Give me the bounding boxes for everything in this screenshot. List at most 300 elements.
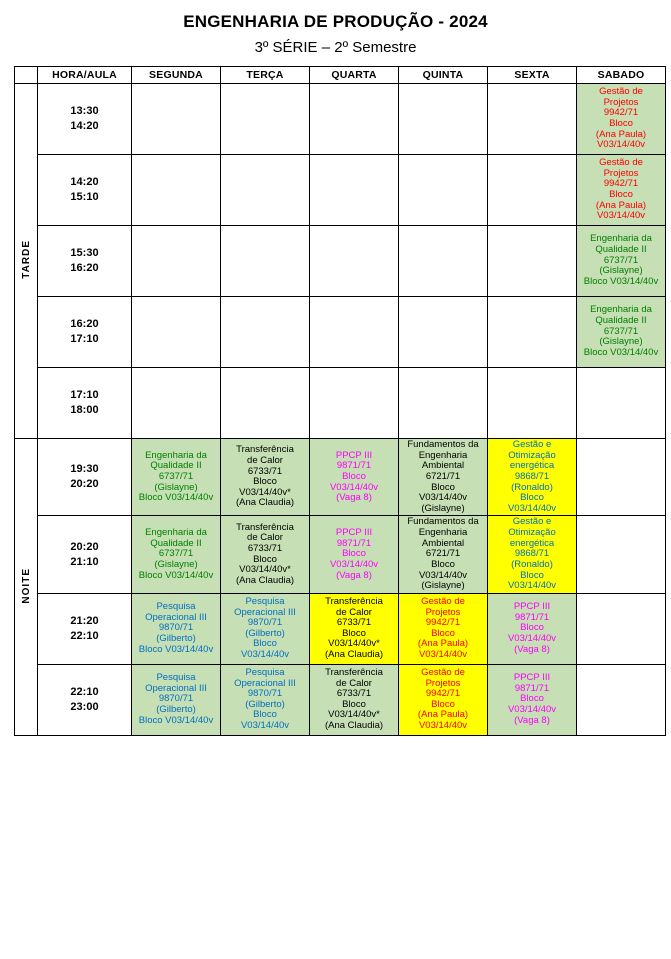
- class-cell-line: 6737/71: [158, 548, 194, 560]
- class-cell-line: Bloco: [342, 470, 366, 482]
- class-cell[interactable]: [399, 439, 488, 516]
- class-cell-line: Operacional III: [145, 611, 207, 623]
- class-cell-content: [310, 439, 398, 515]
- class-cell-line: (Ana Claudia): [324, 720, 384, 731]
- shift-label-text: TARDE: [20, 240, 32, 279]
- class-cell-line: de Calor: [247, 532, 283, 544]
- hour-end: 15:10: [70, 191, 99, 203]
- class-cell-line: (Gislayne): [599, 265, 643, 277]
- class-cell-content: [488, 368, 576, 438]
- class-cell-content: [399, 516, 487, 592]
- hour-start: 22:10: [70, 685, 99, 698]
- class-cell-line: Operacional III: [234, 677, 296, 689]
- class-cell-line: V03/14/40v: [507, 502, 557, 514]
- class-cell-line: Fundamentos da: [407, 516, 479, 528]
- hour-start: 15:30: [70, 247, 99, 260]
- class-cell-line: V03/14/40v: [596, 139, 646, 151]
- class-cell-line: (Gilberto): [156, 633, 196, 645]
- class-cell-content: [488, 155, 576, 225]
- class-cell-line: Bloco: [253, 638, 277, 650]
- class-cell-line: de Calor: [336, 606, 372, 618]
- class-cell[interactable]: [310, 439, 399, 516]
- class-cell[interactable]: [577, 155, 666, 226]
- class-cell-line: V03/14/40v: [418, 492, 468, 504]
- class-cell-line: Gestão de: [421, 666, 465, 678]
- class-cell[interactable]: [399, 226, 488, 297]
- hour-cell: [38, 664, 132, 735]
- class-cell[interactable]: [488, 439, 577, 516]
- table-row: [15, 155, 666, 226]
- class-cell-line: (Gislayne): [421, 502, 465, 514]
- class-cell-line: (Ana Paula): [595, 128, 647, 140]
- class-cell-content: [132, 84, 220, 154]
- class-cell-line: V03/14/40v: [240, 649, 290, 660]
- class-cell-line: Bloco: [431, 481, 455, 493]
- class-cell-content: [221, 594, 309, 664]
- class-cell[interactable]: [577, 593, 666, 664]
- class-cell-line: Projetos: [603, 167, 639, 179]
- hour-start: 13:30: [70, 105, 99, 118]
- class-cell-line: V03/14/40v: [418, 569, 468, 581]
- class-cell-line: V03/14/40v*: [239, 564, 291, 576]
- schedule-table: [14, 66, 666, 736]
- class-cell[interactable]: [399, 516, 488, 593]
- class-cell-line: Bloco: [431, 698, 455, 710]
- class-cell[interactable]: [310, 226, 399, 297]
- class-cell-line: Pesquisa: [245, 666, 285, 678]
- class-cell[interactable]: [577, 297, 666, 368]
- class-cell[interactable]: [488, 516, 577, 593]
- class-cell-content: [221, 155, 309, 225]
- class-cell[interactable]: [132, 664, 221, 735]
- column-header-sexta: SEXTA: [488, 67, 577, 84]
- class-cell-line: (Gilberto): [156, 704, 196, 716]
- class-cell[interactable]: [399, 593, 488, 664]
- class-cell-line: (Ana Claudia): [235, 574, 295, 586]
- class-cell-line: (Vaga 8): [336, 492, 372, 504]
- class-cell-line: Projetos: [425, 677, 461, 689]
- class-cell-line: 9868/71: [514, 470, 550, 482]
- class-cell-line: energética: [509, 537, 555, 549]
- class-cell[interactable]: [132, 84, 221, 155]
- class-cell-content: [221, 665, 309, 735]
- class-cell-line: Bloco: [253, 553, 277, 565]
- class-cell-line: Transferência: [325, 595, 383, 607]
- class-cell-line: Engenharia: [418, 449, 468, 461]
- class-cell-content: [399, 594, 487, 664]
- class-cell-line: (Gilberto): [245, 627, 285, 639]
- shift-header: [15, 67, 38, 84]
- class-cell-line: 9868/71: [514, 548, 550, 560]
- column-header-terca: TERÇA: [221, 67, 310, 84]
- class-cell[interactable]: [310, 84, 399, 155]
- class-cell-line: (Ana Claudia): [324, 649, 384, 660]
- class-cell-line: PPCP III: [513, 672, 551, 684]
- hour-end: 16:20: [70, 262, 99, 274]
- class-cell-line: Bloco V03/14/40v: [583, 346, 659, 358]
- class-cell-content: [221, 84, 309, 154]
- class-cell-content: [132, 516, 220, 592]
- class-cell-line: 6733/71: [336, 688, 372, 700]
- class-cell-line: Bloco: [431, 627, 455, 639]
- class-cell-line: Projetos: [425, 606, 461, 618]
- class-cell-line: Operacional III: [145, 682, 207, 694]
- hour-end: 23:00: [70, 700, 99, 713]
- class-cell-line: Ambiental: [421, 537, 465, 549]
- table-row: [15, 368, 666, 439]
- class-cell-line: de Calor: [336, 677, 372, 689]
- class-cell-line: Bloco: [342, 627, 366, 639]
- class-cell-content: [310, 84, 398, 154]
- table-header-row: [15, 67, 666, 84]
- class-cell-line: Projetos: [603, 96, 639, 108]
- class-cell-content: [399, 665, 487, 735]
- table-row: [15, 516, 666, 593]
- class-cell[interactable]: [310, 155, 399, 226]
- class-cell-line: (Ronaldo): [511, 558, 553, 570]
- class-cell-content: [488, 226, 576, 296]
- class-cell-content: [132, 368, 220, 438]
- class-cell-line: V03/14/40v*: [328, 709, 380, 721]
- table-body: [15, 84, 666, 736]
- class-cell-content: [310, 226, 398, 296]
- page-subtitle: 3º SÉRIE – 2º Semestre: [254, 39, 417, 56]
- class-cell-line: Bloco V03/14/40v: [138, 643, 214, 655]
- class-cell[interactable]: [399, 664, 488, 735]
- class-cell-content: [488, 439, 576, 515]
- class-cell-line: 9942/71: [603, 178, 639, 190]
- class-cell-content: [488, 516, 576, 592]
- hour-cell: [38, 593, 132, 664]
- class-cell[interactable]: [488, 664, 577, 735]
- class-cell-line: V03/14/40v: [240, 720, 290, 731]
- class-cell-line: Engenharia da: [145, 449, 207, 461]
- hour-cell: [38, 84, 132, 155]
- shift-label-tarde: [15, 84, 38, 439]
- class-cell[interactable]: [488, 84, 577, 155]
- class-cell-content: [577, 84, 665, 154]
- hour-cell: [38, 226, 132, 297]
- class-cell-line: Bloco V03/14/40v: [138, 492, 214, 504]
- hour-start: 19:30: [70, 463, 99, 476]
- class-cell-line: Transferência: [236, 444, 294, 456]
- class-cell[interactable]: [577, 439, 666, 516]
- table-row: [15, 226, 666, 297]
- class-cell-line: de Calor: [247, 454, 283, 466]
- class-cell[interactable]: [488, 226, 577, 297]
- table-row: [15, 664, 666, 735]
- class-cell-line: 9871/71: [514, 682, 550, 694]
- class-cell-line: 6733/71: [336, 617, 372, 629]
- class-cell-line: Qualidade II: [595, 244, 647, 256]
- class-cell-content: [577, 439, 665, 515]
- shift-label-text: NOITE: [20, 567, 32, 604]
- class-cell-content: [488, 665, 576, 735]
- class-cell-line: V03/14/40v: [507, 704, 557, 716]
- hour-end: 17:10: [70, 333, 99, 345]
- class-cell[interactable]: [310, 593, 399, 664]
- class-cell-content: [399, 439, 487, 515]
- class-cell-line: Bloco: [342, 698, 366, 710]
- hour-end: 20:20: [70, 478, 99, 491]
- class-cell-line: 6733/71: [247, 542, 283, 554]
- class-cell-content: [221, 226, 309, 296]
- class-cell[interactable]: [310, 664, 399, 735]
- class-cell[interactable]: [221, 155, 310, 226]
- class-cell[interactable]: [577, 516, 666, 593]
- class-cell[interactable]: [221, 439, 310, 516]
- class-cell-content: [488, 594, 576, 664]
- class-cell-line: Engenharia da: [590, 233, 652, 245]
- class-cell-line: (Gislayne): [421, 580, 465, 592]
- class-cell-line: Bloco V03/14/40v: [138, 714, 214, 726]
- class-cell[interactable]: [221, 84, 310, 155]
- class-cell-line: Gestão de: [599, 157, 643, 169]
- class-cell-content: [310, 297, 398, 367]
- class-cell[interactable]: [221, 664, 310, 735]
- class-cell-line: Bloco: [520, 492, 544, 504]
- class-cell-line: 9870/71: [158, 693, 194, 705]
- class-cell-line: Pesquisa: [156, 601, 196, 613]
- class-cell[interactable]: [132, 155, 221, 226]
- class-cell-line: (Ana Paula): [595, 199, 647, 211]
- class-cell-content: [577, 516, 665, 592]
- class-cell-line: PPCP III: [335, 527, 373, 538]
- hour-end: 14:20: [70, 120, 99, 132]
- class-cell[interactable]: [221, 368, 310, 439]
- class-cell[interactable]: [399, 84, 488, 155]
- class-cell[interactable]: [488, 593, 577, 664]
- class-cell-content: [132, 226, 220, 296]
- class-cell-line: Bloco: [520, 622, 544, 634]
- class-cell-line: Qualidade II: [150, 460, 202, 472]
- class-cell-line: Engenharia da: [590, 304, 652, 316]
- class-cell[interactable]: [132, 439, 221, 516]
- hour-end: 18:00: [70, 404, 99, 416]
- class-cell-line: Otimização: [508, 527, 556, 538]
- class-cell-content: [132, 297, 220, 367]
- hour-start: 17:10: [70, 389, 99, 402]
- table-row: [15, 593, 666, 664]
- class-cell-line: energética: [509, 460, 555, 472]
- class-cell-line: Pesquisa: [156, 672, 196, 684]
- class-cell-line: 9871/71: [336, 537, 372, 549]
- class-cell-line: (Ronaldo): [511, 481, 553, 493]
- hour-start: 21:20: [70, 614, 99, 627]
- class-cell-line: 9871/71: [336, 460, 372, 472]
- class-cell-line: Bloco: [520, 569, 544, 581]
- class-cell-line: 6737/71: [603, 254, 639, 266]
- class-cell-line: (Gilberto): [245, 698, 285, 710]
- page-title: ENGENHARIA DE PRODUÇÃO - 2024: [183, 12, 488, 31]
- class-cell[interactable]: [221, 297, 310, 368]
- class-cell-line: (Gislayne): [599, 336, 643, 348]
- class-cell-line: (Vaga 8): [514, 714, 550, 726]
- class-cell-content: [577, 226, 665, 296]
- class-cell-line: Fundamentos da: [407, 439, 479, 450]
- class-cell-content: [221, 368, 309, 438]
- class-cell-line: Gestão de: [421, 595, 465, 607]
- class-cell-line: 6737/71: [603, 325, 639, 337]
- class-cell-line: Qualidade II: [150, 537, 202, 549]
- class-cell[interactable]: [132, 593, 221, 664]
- class-cell[interactable]: [577, 84, 666, 155]
- class-cell-line: 9870/71: [158, 622, 194, 634]
- class-cell-line: (Ana Paula): [417, 709, 469, 721]
- hour-start: 20:20: [70, 540, 99, 553]
- class-cell-line: Bloco: [253, 476, 277, 488]
- class-cell-line: V03/14/40v: [507, 580, 557, 592]
- class-cell-line: Bloco: [609, 189, 633, 200]
- column-header-sabado: SABADO: [577, 67, 666, 84]
- class-cell-line: 9871/71: [514, 611, 550, 623]
- class-cell-content: [310, 594, 398, 664]
- class-cell-line: Bloco: [609, 118, 633, 129]
- class-cell-line: Otimização: [508, 449, 556, 461]
- class-cell-content: [132, 594, 220, 664]
- class-cell-line: 9942/71: [425, 688, 461, 700]
- class-cell-content: [577, 155, 665, 225]
- class-cell-line: Engenharia: [418, 527, 468, 538]
- class-cell-content: [221, 297, 309, 367]
- class-cell-line: V03/14/40v*: [328, 638, 380, 650]
- class-cell-line: Bloco: [431, 558, 455, 570]
- class-cell-line: 9942/71: [425, 617, 461, 629]
- class-cell-line: Transferência: [236, 521, 294, 533]
- class-cell-line: Gestão e: [512, 439, 552, 450]
- class-cell-line: 6737/71: [158, 470, 194, 482]
- class-cell-content: [399, 155, 487, 225]
- class-cell-line: V03/14/40v: [596, 210, 646, 222]
- class-cell[interactable]: [132, 368, 221, 439]
- class-cell[interactable]: [132, 297, 221, 368]
- table-head: [15, 67, 666, 84]
- table-row: [15, 297, 666, 368]
- hour-end: 21:10: [70, 555, 99, 568]
- class-cell-line: Qualidade II: [595, 315, 647, 327]
- class-cell-content: [132, 155, 220, 225]
- class-cell[interactable]: [221, 226, 310, 297]
- class-cell-line: PPCP III: [335, 449, 373, 461]
- class-cell-content: [310, 516, 398, 592]
- shift-label-noite: [15, 439, 38, 736]
- class-cell-line: (Gislayne): [154, 558, 198, 570]
- class-cell-content: [310, 368, 398, 438]
- class-cell-content: [399, 297, 487, 367]
- column-header-hora: HORA/AULA: [38, 67, 132, 84]
- class-cell[interactable]: [132, 226, 221, 297]
- class-cell-line: V03/14/40v: [418, 720, 468, 731]
- class-cell[interactable]: [310, 297, 399, 368]
- class-cell-line: 9870/71: [247, 617, 283, 629]
- schedule-page: [0, 12, 671, 959]
- class-cell-line: Bloco: [253, 709, 277, 721]
- hour-cell: [38, 516, 132, 593]
- column-header-quarta: QUARTA: [310, 67, 399, 84]
- class-cell-content: [310, 665, 398, 735]
- class-cell-line: 6733/71: [247, 465, 283, 477]
- class-cell-line: PPCP III: [513, 601, 551, 613]
- class-cell-line: V03/14/40v: [329, 558, 379, 570]
- class-cell-content: [577, 368, 665, 438]
- class-cell-content: [488, 297, 576, 367]
- class-cell-content: [577, 297, 665, 367]
- column-header-quinta: QUINTA: [399, 67, 488, 84]
- class-cell-content: [310, 155, 398, 225]
- class-cell-content: [577, 594, 665, 664]
- class-cell-line: Bloco V03/14/40v: [138, 569, 214, 581]
- class-cell-line: V03/14/40v: [329, 481, 379, 493]
- class-cell-content: [399, 226, 487, 296]
- class-cell-line: (Ana Claudia): [235, 497, 295, 509]
- class-cell[interactable]: [399, 368, 488, 439]
- class-cell-line: 9870/71: [247, 688, 283, 700]
- class-cell-line: Engenharia da: [145, 527, 207, 538]
- class-cell-content: [132, 439, 220, 515]
- class-cell-line: V03/14/40v: [418, 649, 468, 660]
- class-cell-line: 9942/71: [603, 107, 639, 119]
- table-row: [15, 439, 666, 516]
- class-cell[interactable]: [132, 516, 221, 593]
- class-cell-line: (Gislayne): [154, 481, 198, 493]
- hour-start: 16:20: [70, 318, 99, 331]
- column-header-segunda: SEGUNDA: [132, 67, 221, 84]
- class-cell-content: [488, 84, 576, 154]
- class-cell-line: Ambiental: [421, 460, 465, 472]
- class-cell-content: [577, 665, 665, 735]
- table-row: [15, 84, 666, 155]
- class-cell-content: [399, 368, 487, 438]
- class-cell[interactable]: [310, 368, 399, 439]
- class-cell-line: Bloco V03/14/40v: [583, 275, 659, 287]
- class-cell[interactable]: [221, 593, 310, 664]
- hour-cell: [38, 297, 132, 368]
- class-cell[interactable]: [399, 297, 488, 368]
- hour-start: 14:20: [70, 176, 99, 189]
- class-cell[interactable]: [577, 664, 666, 735]
- class-cell-line: 6721/71: [425, 470, 461, 482]
- class-cell-line: Bloco: [520, 693, 544, 705]
- class-cell-line: Bloco: [342, 548, 366, 560]
- class-cell-line: (Ana Paula): [417, 638, 469, 650]
- class-cell[interactable]: [577, 368, 666, 439]
- class-cell-content: [399, 84, 487, 154]
- class-cell-line: 6721/71: [425, 548, 461, 560]
- class-cell-line: (Vaga 8): [514, 643, 550, 655]
- class-cell-content: [132, 665, 220, 735]
- hour-end: 22:10: [70, 629, 99, 642]
- class-cell[interactable]: [577, 226, 666, 297]
- hour-cell: [38, 155, 132, 226]
- class-cell[interactable]: [488, 297, 577, 368]
- class-cell-line: V03/14/40v*: [239, 486, 291, 498]
- class-cell[interactable]: [221, 516, 310, 593]
- hour-cell: [38, 439, 132, 516]
- class-cell-line: Transferência: [325, 666, 383, 678]
- class-cell-line: Operacional III: [234, 606, 296, 618]
- class-cell-line: V03/14/40v: [507, 633, 557, 645]
- class-cell[interactable]: [310, 516, 399, 593]
- class-cell-line: (Vaga 8): [336, 569, 372, 581]
- hour-cell: [38, 368, 132, 439]
- class-cell[interactable]: [488, 155, 577, 226]
- class-cell-content: [221, 516, 309, 592]
- class-cell[interactable]: [399, 155, 488, 226]
- class-cell-content: [221, 439, 309, 515]
- class-cell-line: Pesquisa: [245, 595, 285, 607]
- class-cell[interactable]: [488, 368, 577, 439]
- class-cell-line: Gestão e: [512, 516, 552, 528]
